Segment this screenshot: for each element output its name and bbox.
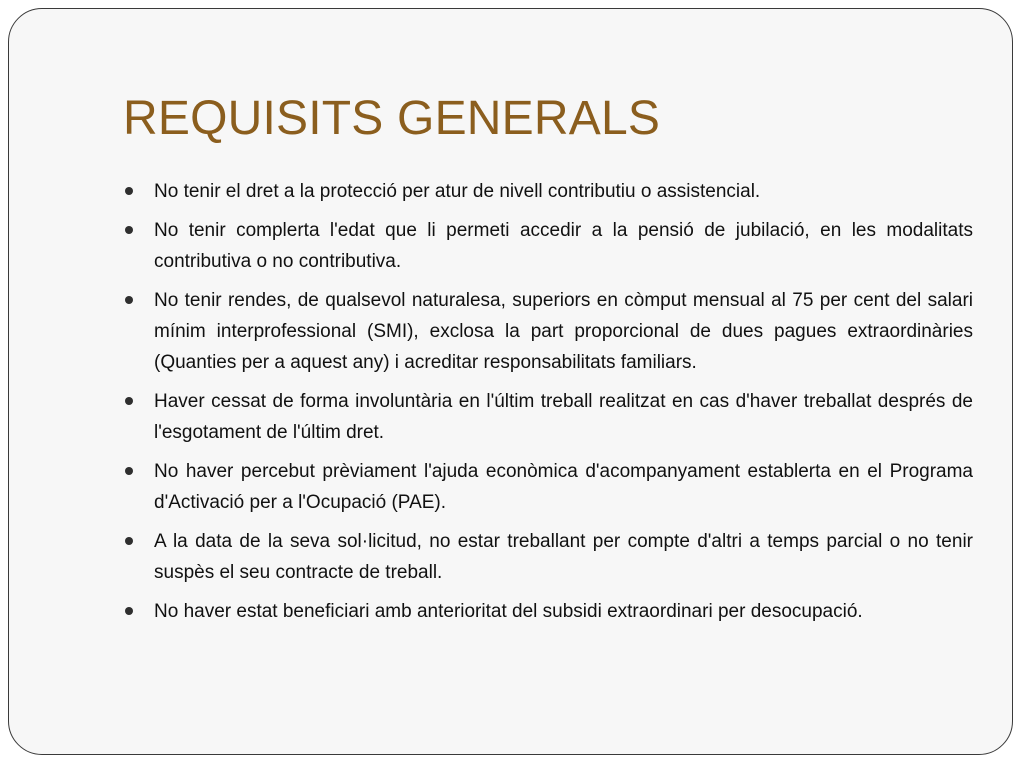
bullet-dot-icon xyxy=(125,296,133,304)
bullet-text: No tenir rendes, de qualsevol naturalesa, superiors en còmput mensual al 75 per cent del salari mínim interprofessional (SMI), exclosa la part proporcional de dues pagues extraordinàries (Quanties per a aquest any) i acreditar responsabilitats familiars. xyxy=(154,290,973,373)
bullet-text: Haver cessat de forma involuntària en l'últim treball realitzat en cas d'haver treballat després de l'esgotament de l'últim dret. xyxy=(154,391,973,443)
bullet-item-3 xyxy=(123,285,973,378)
bullet-text: No haver percebut prèviament l'ajuda econòmica d'acompanyament establerta en el Programa d'Activació per a l'Ocupació (PAE). xyxy=(154,461,973,513)
bullet-text: No haver estat beneficiari amb anterioritat del subsidi extraordinari per desocupació. xyxy=(154,601,863,622)
bullet-dot-icon xyxy=(125,537,133,545)
bullet-dot-icon xyxy=(125,187,133,195)
slide-frame xyxy=(8,8,1013,755)
bullet-dot-icon xyxy=(125,226,133,234)
bullet-item-4 xyxy=(123,386,973,448)
bullet-item-1 xyxy=(123,176,973,207)
slide-title: REQUISITS GENERALS xyxy=(123,92,661,145)
bullet-text: No tenir complerta l'edat que li permeti accedir a la pensió de jubilació, en les modalitats contributiva o no contributiva. xyxy=(154,220,973,272)
bullet-item-2 xyxy=(123,215,973,277)
bullet-item-5 xyxy=(123,456,973,518)
bullet-item-7 xyxy=(123,596,973,627)
bullet-text: No tenir el dret a la protecció per atur de nivell contributiu o assistencial. xyxy=(154,181,761,202)
bullet-list xyxy=(123,176,973,635)
bullet-dot-icon xyxy=(125,607,133,615)
bullet-dot-icon xyxy=(125,467,133,475)
bullet-text: A la data de la seva sol·licitud, no estar treballant per compte d'altri a temps parcial o no tenir suspès el seu contracte de treball. xyxy=(154,531,973,583)
bullet-dot-icon xyxy=(125,397,133,405)
bullet-item-6 xyxy=(123,526,973,588)
